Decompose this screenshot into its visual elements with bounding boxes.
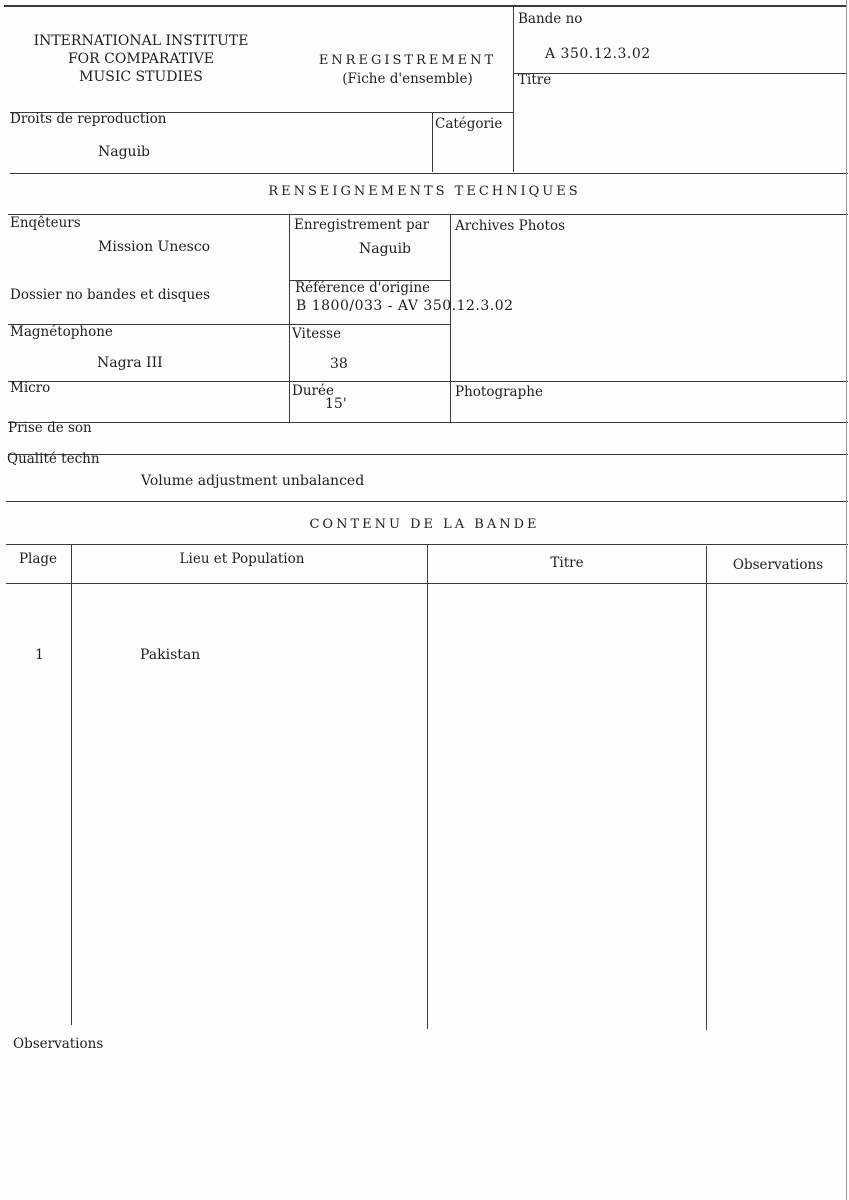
footer-observations-label: Observations: [13, 1036, 104, 1052]
vitesse-label: Vitesse: [292, 326, 342, 342]
lieu-col-divider: [427, 545, 428, 1029]
magnetophone-label: Magnétophone: [10, 324, 113, 340]
categorie-divider: [432, 113, 433, 172]
photographe-label: Photographe: [455, 384, 543, 400]
col-header-observations: Observations: [732, 557, 824, 573]
enregistrement-par-value: Naguib: [359, 241, 412, 257]
micro-top-line: [8, 381, 848, 382]
header-divider-vertical: [513, 6, 514, 172]
institute-name-line-3: MUSIC STUDIES: [79, 69, 203, 85]
vitesse-value: 38: [330, 356, 348, 372]
enqueteurs-label: Enqêteurs: [10, 215, 81, 231]
archives-photos-label: Archives Photos: [455, 218, 565, 234]
technical-top-line: [8, 214, 848, 215]
bande-label: Bande no: [518, 11, 583, 27]
form-title: ENREGISTREMENT: [318, 53, 497, 68]
institute-name-line-1: INTERNATIONAL INSTITUTE: [33, 33, 249, 49]
droits-value: Naguib: [98, 144, 151, 160]
bande-value: A 350.12.3.02: [545, 46, 651, 62]
form-subtitle: (Fiche d'ensemble): [342, 71, 473, 87]
magnetophone-value: Nagra III: [97, 355, 163, 371]
top-border: [4, 5, 846, 7]
row-lieu: Pakistan: [140, 647, 201, 663]
row-plage: 1: [35, 647, 44, 663]
titre-col-divider: [706, 546, 707, 1030]
categorie-label: Catégorie: [435, 116, 503, 132]
reference-label: Référence d'origine: [295, 280, 431, 296]
contents-section-title: CONTENU DE LA BANDE: [309, 517, 540, 532]
technical-bottom-line: [6, 501, 848, 502]
col-header-lieu: Lieu et Population: [179, 551, 305, 567]
technical-section-title: RENSEIGNEMENTS TECHNIQUES: [268, 184, 581, 199]
col-header-titre: Titre: [550, 555, 584, 571]
micro-label: Micro: [10, 380, 51, 396]
page-right-edge: [846, 0, 847, 1200]
titre-label: Titre: [518, 72, 552, 88]
tech-col-divider-2: [450, 215, 451, 422]
droits-label: Droits de reproduction: [10, 111, 167, 127]
prise-top-line: [8, 422, 848, 423]
contents-header-bottom-line: [6, 583, 848, 584]
qualite-label: Qualité techn: [7, 451, 100, 467]
rights-bottom-line: [10, 173, 848, 174]
col-header-plage: Plage: [18, 551, 58, 567]
enqueteurs-value: Mission Unesco: [98, 239, 211, 255]
prise-de-son-label: Prise de son: [8, 420, 92, 436]
bande-titre-divider: [514, 73, 847, 74]
institute-name-line-2: FOR COMPARATIVE: [67, 51, 215, 67]
enregistrement-par-label: Enregistrement par: [294, 217, 430, 233]
duree-value: 15': [325, 396, 347, 412]
duree-label: Durée: [292, 383, 334, 399]
reference-value: B 1800/033 - AV 350.12.3.02: [296, 298, 514, 314]
dossier-label: Dossier no bandes et disques: [10, 287, 211, 303]
qualite-top-line: [8, 454, 848, 455]
plage-col-divider: [71, 545, 72, 1025]
tech-col-divider-1: [289, 215, 290, 422]
qualite-value: Volume adjustment unbalanced: [141, 473, 365, 489]
